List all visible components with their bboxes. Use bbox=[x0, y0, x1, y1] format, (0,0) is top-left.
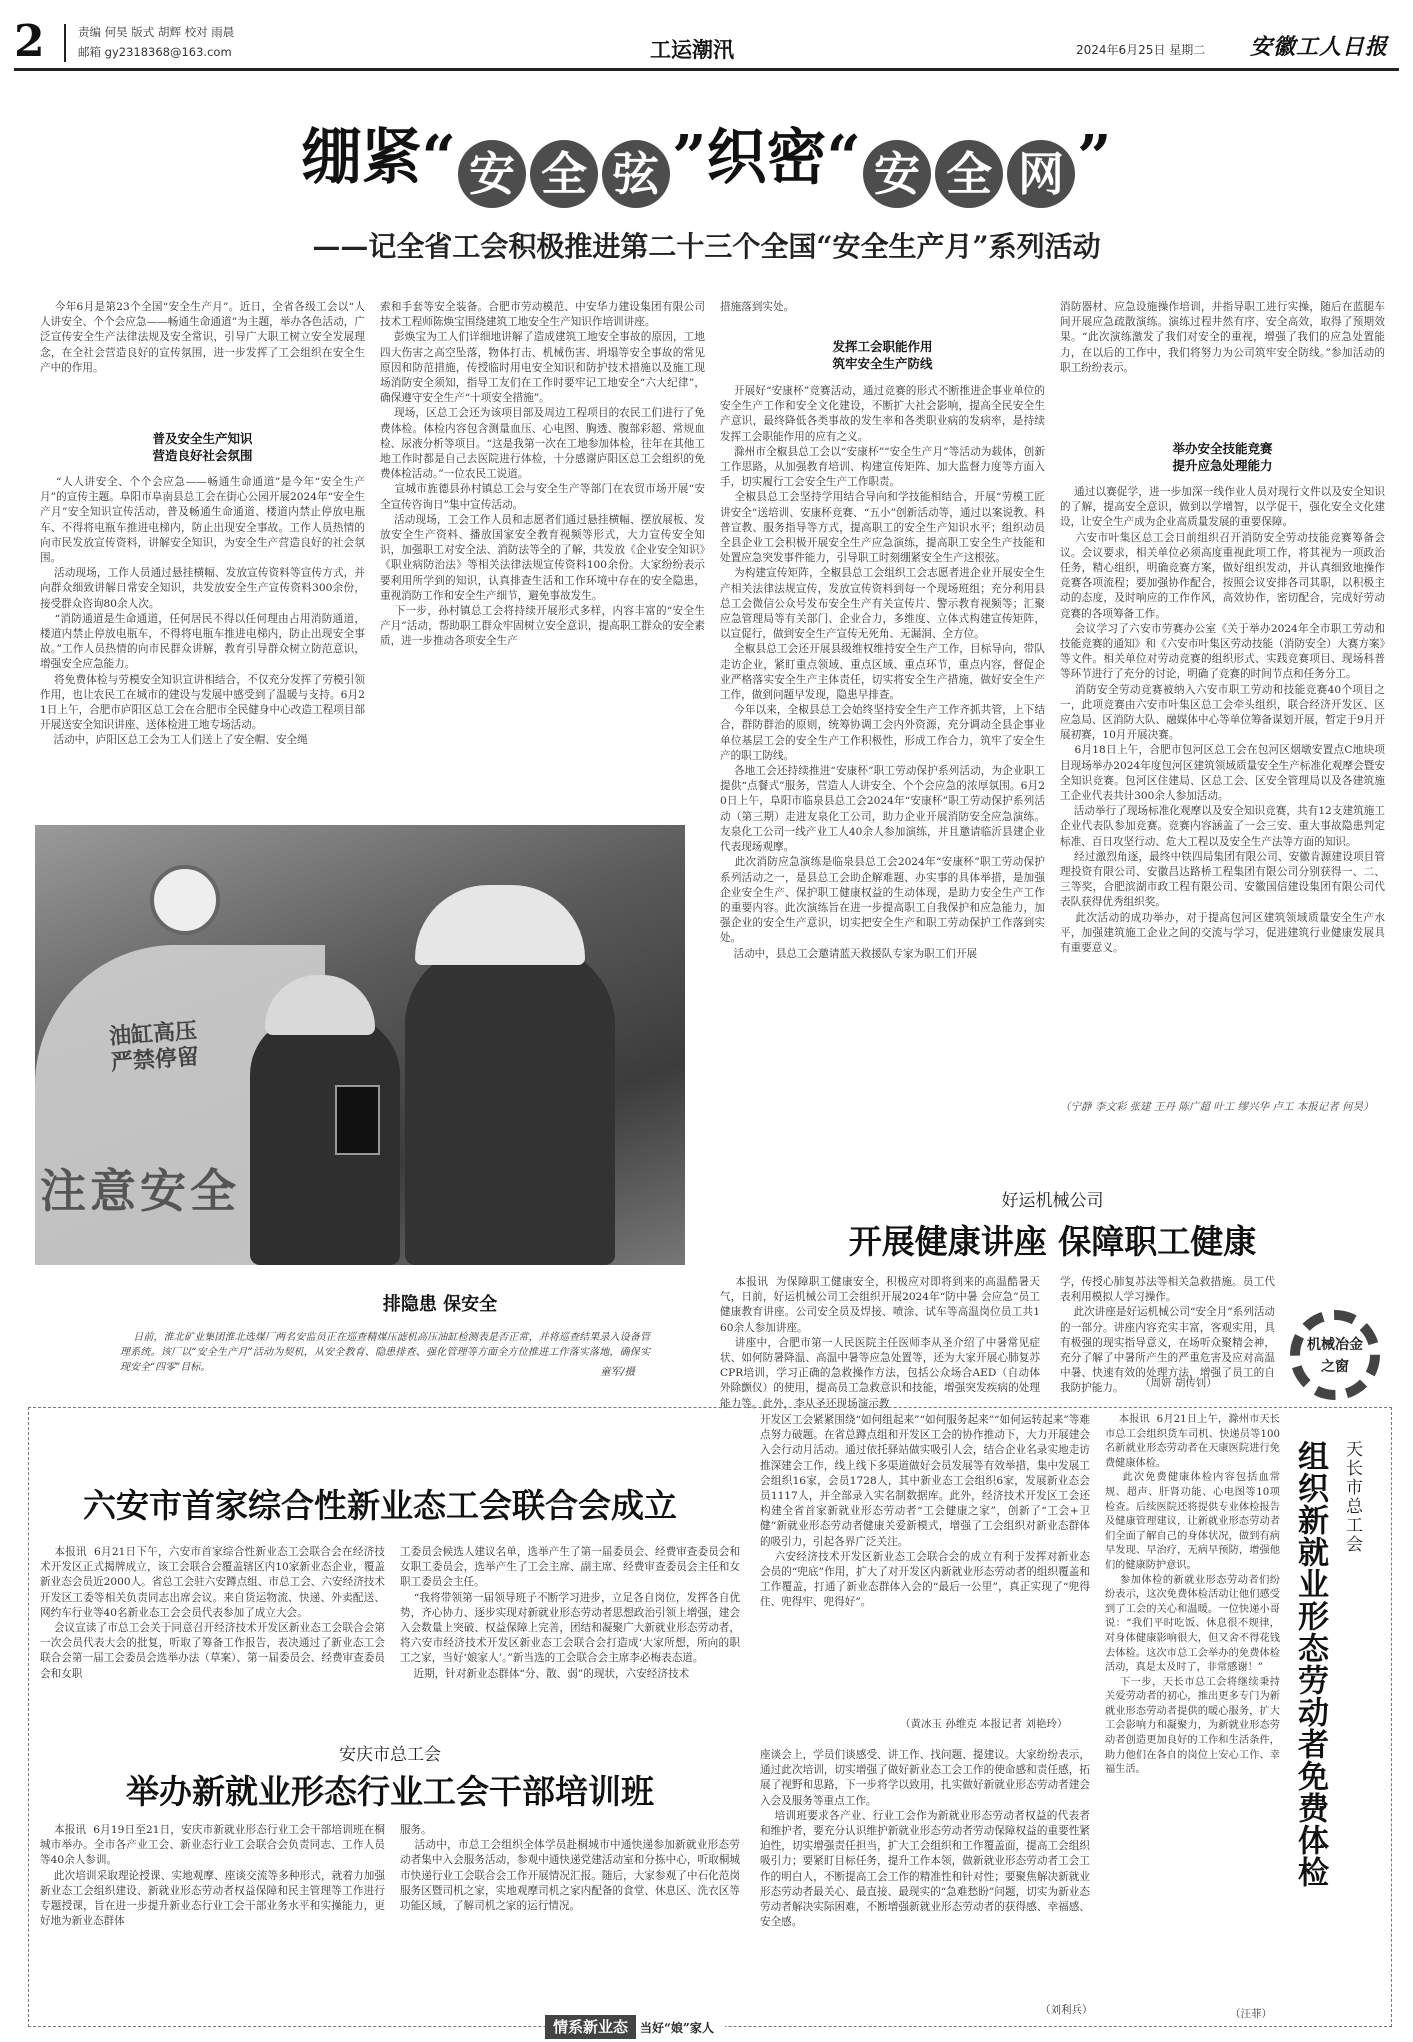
article4-kicker: 安庆市总工会 bbox=[339, 1745, 441, 1765]
section-title: 工运潮汛 bbox=[650, 38, 734, 62]
title-seal-char: 全 bbox=[935, 140, 1003, 208]
lead-subhead-1: 普及安全生产知识 营造良好社会氛围 bbox=[152, 431, 253, 463]
lead-title bbox=[0, 110, 1413, 208]
article2-kicker: 好运机械公司 bbox=[1001, 1191, 1104, 1211]
masthead-logo: 安徽工人日报 bbox=[1250, 34, 1389, 60]
banner-title: 情系新业态 bbox=[545, 2015, 636, 2039]
title-part: ”织密“ bbox=[671, 123, 862, 193]
title-seal-char: 全 bbox=[530, 140, 598, 208]
title-part: ” bbox=[1077, 123, 1112, 193]
lead-col2: 索和手套等安全装备。合肥市劳动模范、中安华力建设集团有限公司技术工程师陈焕宝围绕建筑工地安全生产知识作培训讲座。 彭焕宝为工人们详细地讲解了造成建筑工地安全事故的原因，工地四大伤害之高空坠落，物体打击、机械伤害、坍塌等安全事故的常见原因和防范措施，传授临时用电安全知识和防护技术措施以及施工现场消防安全须知，指导工友们在工作时要牢记工地安全“六大纪律”，确保遵守安全生产“十项安全措施”。 现场，区总工会还为该项目部及周边工程项目的农民工们进行了免费体检。体检内容包含测量血压、心电图、胸透、腹部彩超、常规血检、尿液分析等项目。“这是我第一次在工地参加体检，往年在其他工地工作时都是自己去医院进行体检，十分感谢庐阳区总工会组织的免费体检活动。”一位农民工说道。 宣城市旌德县孙村镇总工会与安全生产等部门在农贸市场开展“安全宣传咨询日”集中宣传活动。 活动现场，工会工作人员和志愿者们通过悬挂横幅、摆放展板、发放安全生产资料、播放国家安全教育视频等形式，大力宣传安全知识，加强职工对安全法、消防法等全的了解，共发放《企业安全知识》《职业病防治法》等相关法律法规宣传资料100余份。大家纷纷表示要利用所学到的知识，认真排查生活和工作环境中存在的安全隐患，重视消防工作和安全生产细节，避免事故发生。 下一步，孙村镇总工会将持续开展形式多样，内容丰富的“安全生产月”活动，帮助职工群众牢固树立安全意识，提高职工群众的安全素质，进一步推动各项安全生产 bbox=[380, 301, 705, 648]
lead-byline: （宁静 李文彩 张建 王丹 陈广超 叶工 缪兴华 卢工 本报记者 何昊） bbox=[1060, 1101, 1374, 1113]
worker-right-helmet bbox=[415, 885, 585, 965]
article3-col2: 工委员会候选人建议名单，选举产生了第一届委员会、经费审查委员会和女职工委员会，选举产生了工会主席、副主席、经费审查委员会主任和女职工委员会主任。 “我将带领第一届领导班子不断学习进步，立足各自岗位，发挥各自优势，齐心协力、逐步实现对新就业形态劳动者思想政治引领上增强，建会入会数量上突破、权益保障上完善，团结和凝聚广大新就业形态劳动者，将六安市经济技术开发区新业态工会联合会打造成‘大家所想，所向的职工之家，当好‘娘家人’。”新当选的工会联合会主席李必梅表态道。 近期，针对新业态群体“分、散、弱”的现状，六安经济技术 bbox=[400, 1546, 740, 1680]
article4-col1: 本报讯 6月19日至21日，安庆市新就业形态行业工会干部培训班在桐城市举办。全市各产业工会、新业态行业工会联合会负责同志、工作人员等40余人参训。 此次培训采取理论授课、实地观摩、座谈交流等多种形式，就着力加强新业态工会组织建设、新就业形态劳动者权益保障和民主管理等工作进行专题授课，旨在进一步提升新业态行业工会干部业务水平和实操能力，更好地为新业态群体 bbox=[40, 1824, 385, 1928]
lead-col1-intro: 今年6月是第23个全国“安全生产月”。近日，全省各级工会以“人人讲安全、个个会应急——畅通生命通道”为主题，举办各色活动，广泛宣传安全生产法律法规及安全常识，引导广大职工树立安全发展理念，在全社会营造良好的宣传氛围，进一步发挥了工会组织在安全生产中的作用。 bbox=[40, 301, 365, 374]
warning-sign: 油缸高压 严禁停留 bbox=[108, 1017, 200, 1076]
lead-col1-body: “人人讲安全、个个会应急——畅通生命通道”是今年“安全生产月”的宣传主题。阜阳市阜南县总工会在街心公园开展2024年“安全生产月”安全知识宣传活动，普及畅通生命通道、楼道内禁止停放电瓶车、不得将电瓶车推进电梯内，防止出现安全事故。工作人员热情的向市民发放宣传资料，讲解安全知识，为安全生产营造良好的社会氛围。 活动现场，工作人员通过悬挂横幅、发放宣传资料等宣传方式，并向群众细致讲解日常安全知识，共发放安全生产宣传资料300余份，接受群众咨询80余人次。 “消防通道是生命通道，任何居民不得以任何理由占用消防通道，楼道内禁止停放电瓶车，不得将电瓶车推进电梯内，防止出现安全事故。”工作人员热情的向市民群众讲解，教育引导群众树立防范意识，增强安全应急能力。 将免费体检与劳模安全知识宣讲相结合，不仅充分发挥了劳模引领作用，也让农民工在城市的建设与发展中感受到了温暖与支持。6月21日上午，合肥市庐阳区总工会在合肥市全民健身中心改造工程项目部开展送安全知识讲座、送体检进工地专场活动。 活动中，庐阳区总工会为工人们送上了安全帽、安全绳 bbox=[40, 476, 365, 747]
badge-label-1: 机械冶金 bbox=[1307, 1337, 1363, 1353]
banner-subtitle: 当好“娘”家人 bbox=[640, 2021, 714, 2035]
lead-subhead-3: 举办安全技能竞赛 提升应急处理能力 bbox=[1172, 441, 1273, 473]
worker-right bbox=[405, 945, 615, 1265]
article2-byline: （周妍 胡传钊） bbox=[1140, 1377, 1217, 1389]
editors-line: 责编 何昊 版式 胡辉 校对 雨晨 bbox=[78, 25, 235, 39]
article5-byline: （汪菲） bbox=[1230, 2008, 1272, 2020]
issue-date: 2024年6月25日 星期二 bbox=[1076, 43, 1206, 57]
article2-col2: 学，传授心肺复苏法等相关急救措施。员工代表利用模拟人学习操作。 此次讲座是好运机械公司“安全月”系列活动的一部分。讲座内容充实丰富，客观实用，具有极强的现实指导意义，在场听众聚精会神，充分了解了中暑所产生的严重危害及应对高温中暑、快速有效的处理方法，增强了员工的自我防护能力。 bbox=[1060, 1276, 1276, 1395]
article5-title: 组织新就业形态劳动者免费体检 bbox=[1292, 1440, 1328, 1888]
badge-label-2: 之窗 bbox=[1321, 1359, 1349, 1375]
pressure-gauge bbox=[150, 865, 220, 935]
lead-col3-top: 措施落到实处。 bbox=[720, 301, 795, 313]
article4-byline: （刘利兵） bbox=[1040, 2004, 1093, 2016]
title-seal-char: 弦 bbox=[602, 140, 670, 208]
email-line: 邮箱 gy2318368@163.com bbox=[78, 45, 232, 59]
article3-col3: 开发区工会紧紧围绕“如何组起来”“如何服务起来”“如何运转起来”等难点努力破题。在省总蹲点组和开发区工会的协作推动下，大力开展建会入会行动月活动。通过依托驿站做实吸引人会，结合企业名录实地走访推深建会工作，线上线下多渠道做好会员发展等有效举措，集中发展工会组织16家，会员1728人，其中新业态工会组织6家，发展新业态会员1117人，并全部录入实名制数据库。此外，经济技术开发区工会还构建全省首家新就业形态劳动者“工会健康之家”，创新了“工会+卫健”新就业形态劳动者健康关爱新模式，增强了工会组织对新业态群体的吸引力，引起各界广泛关注。 六安经济技术开发区新业态工会联合会的成立有利于发挥对新业态会员的“兜底”作用，扩大了对开发区内新就业形态劳动者的组织覆盖和工作覆盖，打通了新业态群体入会的“最后一公里”，真正实现了“兜得住、兜得牢、兜得好”。 bbox=[760, 1414, 1090, 1609]
page-number: 2 bbox=[14, 16, 45, 67]
header-rule bbox=[14, 68, 1399, 71]
lead-col4-body: 通过以赛促学，进一步加深一线作业人员对现行文件以及安全知识的了解，提高安全意识，做到以学增智，以学促干，强化安全文化建设，让安全生产成为企业高质量发展的重要保障。 六安市叶集区总工会日前组织召开消防安全劳动技能竞赛筹备会议。会议要求，相关单位必须高度重视此项工作，将其视为一项政治任务，精心组织，明确竞赛方案，做好组织发动，并认真细致地操作竞赛各项流程；要加强协作配合，按照会议安排各司其职，以积极主动的态度，及时响应的工作作风，高效协作，密切配合，完成好劳动竞赛的各项筹备工作。 会议学习了六安市劳赛办公室《关于举办2024年全市职工劳动和技能竞赛的通知》和《六安市叶集区劳动技能（消防安全）大赛方案》等文件。相关单位对劳动竞赛的组织形式、实践竞赛项目、现场科普等环节进行了充分的讨论，明确了竞赛的时间节点和任务分工。 消防安全劳动竞赛被纳入六安市职工劳动和技能竞赛40个项目之一，此项竞赛由六安市叶集区总工会牵头组织，联合经济开发区、区应急局、区消防大队、融媒体中心等单位筹备谋划开展，暂定于9月开展初赛，10月开展决赛。 6月18日上午，合肥市包河区总工会在包河区烟墩安置点C地块项目现场举办2024年度包河区建筑领域质量安全生产标准化观摩会暨安全知识竞赛。包河区住建局、区总工会、区安全管理局以及各建筑施工企业代表共计300余人参加活动。 活动举行了现场标准化观摩以及安全知识竞赛，共有12支建筑施工企业代表队参加竞赛。竞赛内容涵盖了一会三安、重大事故隐患判定标准、百日攻坚行动、危大工程以及安全生产法等方面的知识。 经过激烈角逐，最终中铁四局集团有限公司、安徽肯源建设项目管理投资有限公司、安徽昌达路桥工程集团有限公司分别获得一、二、三等奖，合肥滨湖市政工程有限公司、安徽国信建设集团有限公司代表队获得优秀组织奖。 此次活动的成功举办，对于提高包河区建筑领域质量安全生产水平，加强建筑施工企业之间的交流与学习，促进建筑行业健康发展具有重要意义。 bbox=[1060, 486, 1385, 955]
gear-badge-icon bbox=[1290, 1310, 1380, 1400]
article3-title: 六安市首家综合性新业态工会联合会成立 bbox=[83, 1486, 677, 1525]
lead-subtitle: ——记全省工会积极推进第二十三个全国“安全生产月”系列活动 bbox=[312, 230, 1101, 263]
footer-banner bbox=[545, 2015, 725, 2039]
safety-inspection-photo bbox=[35, 825, 685, 1265]
lead-col4-top: 消防器材、应急设施操作培训，并指导职工进行实操，随后在蓝腿车间开展应急疏散演练。演练过程井然有序、安全高效，取得了预期效果。“此次演练激发了我们对安全的重视，增强了我们的应急处置能力，在以后的工作中，我们将努力为公司筑牢安全防线。”参加活动的职工纷纷表示。 bbox=[1060, 301, 1385, 374]
photo-credit: 童军/摄 bbox=[600, 1366, 636, 1378]
title-seal-char: 安 bbox=[458, 140, 526, 208]
article5-kicker: 天长市总工会 bbox=[1342, 1440, 1362, 1554]
article4-col2: 服务。 活动中，市总工会组织全体学员赴桐城市中通快递参加新就业形态劳动者集中入会服务活动，参观中通快递党建活动室和分拣中心，听取桐城市快递行业工会联合会工作开展情况汇报。随后，大家参观了中石化范岗服务区暨司机之家，实地观摩司机之家内配备的食堂、休息区、洗衣区等功能区域，了解司机之家的运行情况。 bbox=[400, 1824, 740, 1913]
article2-col1: 本报讯 为保障职工健康安全，积极应对即将到来的高温酷暑天气，日前，好运机械公司工会组织开展2024年“防中暑 会应急”员工健康教育讲座。公司安全员及焊接、喷涂、试车等高温岗位员工共160余人参加讲座。 讲座中，合肥市第一人民医院主任医师李从圣介绍了中暑常见症状、如何防暑降温、高温中暑等应急处置等，还为大家开展心肺复苏CPR培训，学习正确的急救操作方法，包括公众场合AED（自动体外除颤仪）的使用，提高员工急救意识和技能，增强突发疾病的处理能力等。此外，李从圣还现场演示教 bbox=[720, 1276, 1040, 1410]
lead-col3-body: 开展好“安康杯”竞赛活动，通过竞赛的形式不断推进企事业单位的安全生产工作和安全文化建设，不断扩大社会影响，提高全民安全生产意识，最终降低各类事故的发生率和各类职业病的发病率，是持续发挥工会职能作用的应有之义。 滁州市全椒县总工会以“安康杯”“安全生产月”等活动为载体，创新工作思路，从加强教育培训、构建宣传矩阵、加大监督力度等方面入手，切实履行工会安全生产工作职责。 全椒县总工会坚持学用结合导向和学技能相结合，开展“劳模工匠讲安全”送培训、安康杯竞赛、“五小”创新活动等，通过以案说教、科普宣教、服务指导等方式，提高职工的安全生产知识水平；组织动员全县企业工会积极开展安全生产应急演练，提高职工安全生产技能和处置应急突发事件能力，引导职工时刻绷紧安全生产这根弦。 为构建宣传矩阵，全椒县总工会组织工会志愿者进企业开展安全生产相关法律法规宣传，发放宣传资料到每一个现场班组；充分利用县总工会微信公众号发布安全生产有关宣传片、警示教育视频等；汇聚应急管理局等有关部门、企业合力，多维度、立体式构建宣传矩阵，以宣促行，做到安全生产宣传无死角、无漏洞、全方位。 全椒县总工会还开展县级维权维持安全生产工作，目标导向，带队走访企业，紧盯重点领域、重点区域、重点环节，重点内容，督促企业严格落实安全生产主体责任，切实将安全生产措施，做好安全生产工作，做到问题早发现，隐患早排查。 今年以来，全椒县总工会始终坚持安全生产工作齐抓共管，上下结合，群防群治的原则，统筹协调工会内外资源，充分调动全县企事业单位基层工会的安全生产工作积极性，形成工作合力，筑牢了安全生产的职工防线。 各地工会还持续推进“安康杯”职工劳动保护系列活动，为企业职工提供“点餐式”服务，营造人人讲安全、个个会应急的浓厚氛围。6月20日上午，阜阳市临泉县总工会2024年“安康杯”职工劳动保护系列活动（第三期）走进友泉化工公司，助力企业开展消防安全应急演练。友泉化工公司一线产业工人40余人参加演练，并且邀请临沂县建企业代表现场观摩。 此次消防应急演练是临泉县总工会2024年“安康杯”职工劳动保护系列活动之一，是县总工会助企解难题、办实事的具体举措，是加强企业安全生产、保护职工健康权益的生动体现，是助力安全生产工作的重要内容。此次演练旨在进一步提高职工自我保护和应急能力，加强企业的安全生产意识，切实把安全生产和职工劳动保护工作落到实处。 活动中，县总工会邀请蓝天救援队专家为职工们开展 bbox=[720, 385, 1045, 960]
tablet-device bbox=[335, 1085, 380, 1155]
lead-subhead-2: 发挥工会职能作用 筑牢安全生产防线 bbox=[832, 339, 933, 371]
title-seal-char: 安 bbox=[863, 140, 931, 208]
article4-col3: 座谈会上，学员们谈感受、讲工作、找问题、提建议。大家纷纷表示，通过此次培训，切实增强了做好新业态工会工作的使命感和责任感，拓展了视野和思路，下一步将学以致用，扎实做好新就业形态劳动者建会入会及服务等重点工作。 培训班要求各产业、行业工会作为新就业形态劳动者权益的代表者和维护者，要充分认识维护新就业形态劳动者劳动保障权益的重要性紧迫性，切实增强责任担当，扩大工会组织和工作覆盖面，提高工会组织吸引力；要紧盯目标任务，提升工作本领，做新就业形态劳动者工会工作的明白人，不断提高工会工作的精准性和针对性；要聚焦解决新就业形态劳动者最关心、最直接、最现实的“急难愁盼”问题，切实为新业态劳动者解决实际困难，不断增强新就业形态劳动者的获得感、幸福感、安全感。 bbox=[760, 1749, 1090, 1929]
article3-byline: （黄冰玉 孙维克 本报记者 刘艳玲） bbox=[900, 1718, 1068, 1730]
article4-title: 举办新就业形态行业工会干部培训班 bbox=[126, 1772, 654, 1811]
title-seal-char: 网 bbox=[1007, 140, 1075, 208]
article2-title: 开展健康讲座 保障职工健康 bbox=[848, 1222, 1257, 1261]
caution-label: 注意安全 bbox=[40, 1164, 240, 1218]
header-divider bbox=[64, 24, 66, 62]
photo-caption: 日前，淮北矿业集团淮北选煤厂两名安监员正在巡查精煤压滤机高压油缸检测表是否正常，并将巡查结果录入设备管理系统。该厂以“安全生产月”活动为契机，从安全教育、隐患排查、强化管理等方面全方位推进工作落实落地，确保实现安全“四零”目标。 bbox=[120, 1332, 651, 1373]
article5-text: 本报讯 6月21日上午，滁州市天长市总工会组织货车司机、快递员等100名新就业形态劳动者在天康医院进行免费健康体检。 此次免费健康体检内容包括血常规、超声、肝肾功能、心电图等10项检查。后续医院还将提供专业体检报告及健康管理建议，让新就业形态劳动者们全面了解自己的身体状况，做到有病早发现、早治疗，无病早预防，增强他们的健康防护意识。 参加体检的新就业形态劳动者们纷纷表示，这次免费体检活动让他们感受到了工会的关心和温暖。一位快递小哥说：“我们平时吃饭、休息很不规律，对身体健康影响很大，但又舍不得花钱去体检。这次市总工会举办的免费体检活动，真是太及时了，非常感谢！” 下一步，天长市总工会将继续秉持关爱劳动者的初心，推出更多专门为新就业形态劳动者提供的暖心服务，扩大工会影响力和凝聚力，为新就业形态劳动者创造更加良好的工作和生活条件，助力他们在各自的岗位上安心工作、幸福生活。 bbox=[1105, 1414, 1280, 1776]
article3-col1: 本报讯 6月21日下午，六安市首家综合性新业态工会联合会在经济技术开发区正式揭牌成立，该工会联合会覆盖辖区内10家新业态企业，覆盖新业态会员近2000人。省总工会驻六安蹲点组、市总工会、六安经济技术开发区工委等相关负责同志出席会议。来自货运物流、快递、外卖配送、网约车行业等40名新业态工会会员代表参加了成立大会。 会议宣读了市总工会关于同意召开经济技术开发区新业态工会联合会第一次会员代表大会的批复，听取了筹备工作报告，表决通过了新业态工会联合会第一届工会委员会选举办法（草案）、第一届委员会、经费审查委员会和女职 bbox=[40, 1546, 385, 1680]
photo-caption-title: 排隐患 保安全 bbox=[382, 1294, 498, 1315]
title-part: 绷紧“ bbox=[301, 123, 456, 193]
